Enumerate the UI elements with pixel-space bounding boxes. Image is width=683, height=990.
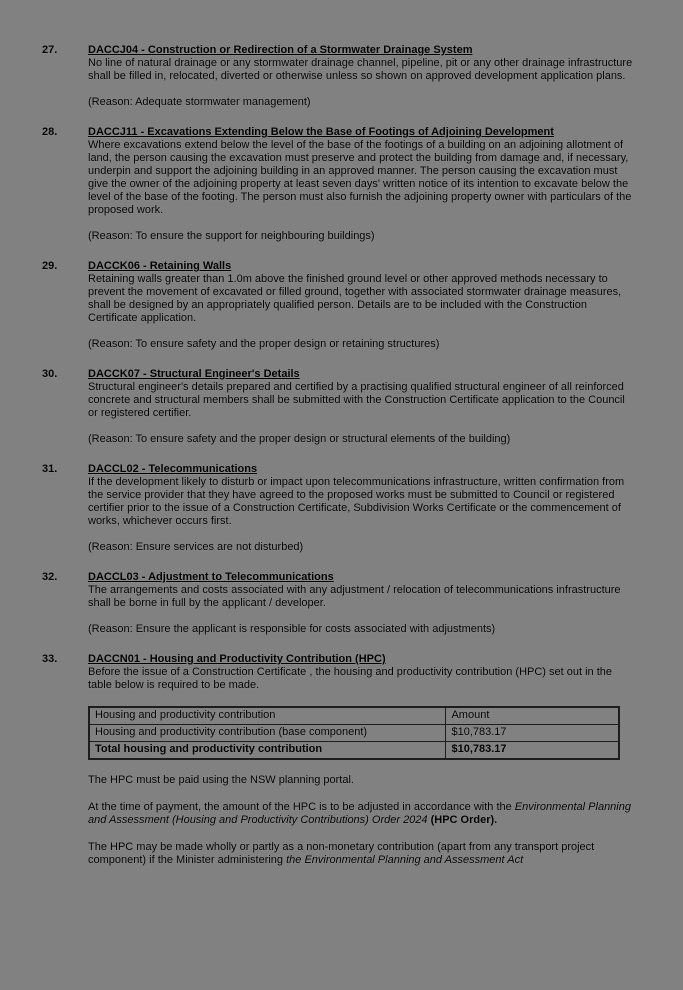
- hpc-adjustment-paragraph: [88, 801, 633, 827]
- condition-item-27: [42, 44, 633, 109]
- hpc-order-title: Environmental Planning and Assessment (Housing and Productivity Contributions) Order 2024: [88, 801, 631, 826]
- condition-reason: (Reason: To ensure safety and the proper design or retaining structures): [88, 338, 440, 350]
- hpc-adjustment-text: At the time of payment, the amount of the HPC is to be adjusted in accordance with the: [88, 801, 515, 813]
- condition-item-31: [42, 463, 633, 554]
- condition-number: 28.: [42, 126, 58, 138]
- condition-heading: DACCK06 - Retaining Walls: [88, 260, 232, 272]
- table-cell-base-amount: $10,783.17: [446, 725, 619, 742]
- condition-content: [88, 260, 633, 351]
- table-cell-total-label: Total housing and productivity contribution: [89, 742, 446, 760]
- condition-content: [88, 653, 633, 867]
- condition-body: The arrangements and costs associated with any adjustment / relocation of telecommunications infrastructure shall be borne in full by the applicant / developer.: [88, 584, 621, 609]
- condition-content: [88, 44, 633, 109]
- table-cell-base-label: Housing and productivity contribution (base component): [89, 725, 446, 742]
- condition-content: [88, 571, 633, 636]
- condition-content: [88, 463, 633, 554]
- condition-number: 30.: [42, 368, 58, 380]
- condition-heading: DACCJ04 - Construction or Redirection of a Stormwater Drainage System: [88, 44, 473, 56]
- condition-reason: (Reason: Adequate stormwater management): [88, 96, 311, 108]
- condition-item-30: [42, 368, 633, 446]
- hpc-contribution-table: [88, 706, 620, 760]
- condition-body: Structural engineer's details prepared and certified by a practising qualified structural engineer of all reinforced concrete and structural members shall be submitted with the Construction Certificate application to the Council or registered certifier.: [88, 381, 625, 419]
- condition-body: No line of natural drainage or any stormwater drainage channel, pipeline, pit or any other drainage infrastructure shall be filled in, relocated, diverted or otherwise unless so shown on approved development application plans.: [88, 57, 633, 82]
- condition-item-29: [42, 260, 633, 351]
- condition-body: Where excavations extend below the level of the base of the footings of a building on an adjoining allotment of land, the person causing the excavation must preserve and protect the building from damage and, if necessary, underpin and support the adjoining building in an approved manner. The person causing the excavation must give the owner of the adjoining property at least seven days' written notice of its intention to excavate below the level of the base of the footing. The person must also furnish the adjoining property owner with particulars of the proposed work.: [88, 139, 632, 216]
- condition-heading: DACCN01 - Housing and Productivity Contribution (HPC): [88, 653, 386, 665]
- condition-number: 31.: [42, 463, 58, 475]
- condition-content: [88, 368, 633, 446]
- condition-item-33: [42, 653, 633, 867]
- condition-item-28: [42, 126, 633, 243]
- condition-heading: DACCK07 - Structural Engineer's Details: [88, 368, 300, 380]
- condition-body: Retaining walls greater than 1.0m above the finished ground level or other approved methods necessary to prevent the movement of excavated or filled ground, together with associated stormwater drainage measures, shall be designed by an appropriately qualified person. Details are to be included with the Construction Certificate application.: [88, 273, 622, 324]
- condition-content: [88, 126, 633, 243]
- hpc-order-abbrev: (HPC Order).: [427, 814, 498, 826]
- table-header-row: [89, 707, 619, 725]
- hpc-nonmonetary-text: The HPC may be made wholly or partly as a non-monetary contribution (apart from any transport project component) if the Minister administering: [88, 841, 595, 866]
- table-row-base-component: [89, 725, 619, 742]
- condition-body: If the development likely to disturb or impact upon telecommunications infrastructure, written confirmation from the service provider that they have agreed to the proposed works must be submitted to Council or registered certifier prior to the issue of a Construction Certificate, Subdivision Works Certificate or the commencement of works, whichever occurs first.: [88, 476, 625, 527]
- table-row-total: [89, 742, 619, 760]
- condition-number: 32.: [42, 571, 58, 583]
- table-cell-total-amount: $10,783.17: [446, 742, 619, 760]
- condition-number: 33.: [42, 653, 58, 665]
- condition-number: 29.: [42, 260, 58, 272]
- table-header-contribution: Housing and productivity contribution: [89, 707, 446, 725]
- condition-reason: (Reason: To ensure the support for neighbouring buildings): [88, 230, 375, 242]
- hpc-portal-paragraph: The HPC must be paid using the NSW planning portal.: [88, 774, 354, 786]
- condition-item-32: [42, 571, 633, 636]
- ep-and-a-act-title: the Environmental Planning and Assessment Act: [286, 854, 524, 866]
- condition-heading: DACCL03 - Adjustment to Telecommunications: [88, 571, 334, 583]
- table-header-amount: Amount: [446, 707, 619, 725]
- hpc-nonmonetary-paragraph: [88, 841, 633, 867]
- condition-reason: (Reason: To ensure safety and the proper design or structural elements of the building): [88, 433, 511, 445]
- condition-heading: DACCJ11 - Excavations Extending Below the Base of Footings of Adjoining Development: [88, 126, 554, 138]
- condition-heading: DACCL02 - Telecommunications: [88, 463, 258, 475]
- condition-number: 27.: [42, 44, 58, 56]
- condition-reason: (Reason: Ensure the applicant is responsible for costs associated with adjustments): [88, 623, 496, 635]
- condition-reason: (Reason: Ensure services are not disturbed): [88, 541, 304, 553]
- condition-body: Before the issue of a Construction Certificate , the housing and productivity contribution (HPC) set out in the table below is required to be made.: [88, 666, 612, 691]
